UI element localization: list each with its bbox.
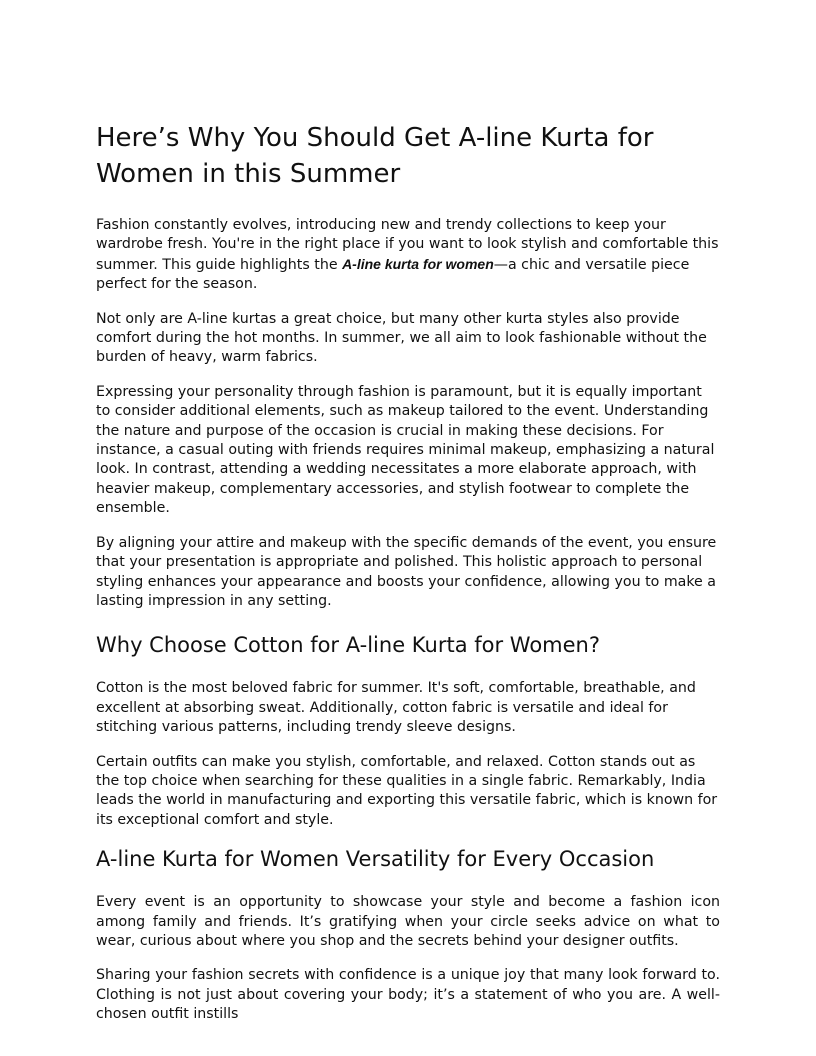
intro-paragraph — [96, 216, 720, 295]
body-paragraph: Sharing your fashion secrets with confidence is a unique joy that many look forward to. Clothing is not just about covering your body; it’s a statement of who you are. A well-chosen outfit instills — [96, 967, 720, 1023]
body-paragraph: Every event is an opportunity to showcase your style and become a fashion icon among family and friends. It’s gratifying when your circle seeks advice on what to wear, curious about where you shop and the secrets behind your designer outfits. — [96, 894, 720, 949]
body-paragraph: Expressing your personality through fashion is paramount, but it is equally important to consider additional elements, such as makeup tailored to the event. Understanding the nature and purpose of the occasion is crucial in making these decisions. For instance, a casual outing with friends requires minimal makeup, emphasizing a natural look. In contrast, attending a wedding necessitates a more elaborate approach, with heavier makeup, complementary accessories, and stylish footwear to complete the ensemble. — [96, 383, 715, 517]
intro-text-before: Fashion constantly evolves, introducing new and trendy collections to keep your wardrobe fresh. You're in the right place if you want to look stylish and comfortable this summer. This guide highlights the — [96, 217, 719, 273]
body-paragraph: Certain outfits can make you stylish, comfortable, and relaxed. Cotton stands out as the top choice when searching for these qualities in a single fabric. Remarkably, India leads the world in manufacturing and exporting this versatile fabric, which is known for its exceptional comfort and style. — [96, 753, 718, 828]
intro-emphasis-link: A-line kurta for women — [342, 255, 494, 272]
body-paragraph: Not only are A-line kurtas a great choice, but many other kurta styles also provide comfort during the hot months. In summer, we all aim to look fashionable without the burden of heavy, warm fabrics. — [96, 310, 707, 366]
body-paragraph: By aligning your attire and makeup with the specific demands of the event, you ensure that your presentation is appropriate and polished. This holistic approach to personal styling enhances your appearance and boosts your confidence, allowing you to make a lasting impression in any setting. — [96, 534, 717, 609]
intro-text-after: —a chic and versatile piece perfect for the season. — [96, 256, 690, 293]
document-page — [96, 120, 720, 1040]
section-heading-versatility: A-line Kurta for Women Versatility for Every Occasion — [96, 847, 655, 872]
section-heading-cotton: Why Choose Cotton for A-line Kurta for Women? — [96, 633, 601, 658]
body-paragraph: Cotton is the most beloved fabric for summer. It's soft, comfortable, breathable, and excellent at absorbing sweat. Additionally, cotton fabric is versatile and ideal for stitching various patterns, including trendy sleeve designs. — [96, 680, 696, 736]
article-title: Here’s Why You Should Get A-line Kurta for Women in this Summer — [96, 123, 654, 189]
